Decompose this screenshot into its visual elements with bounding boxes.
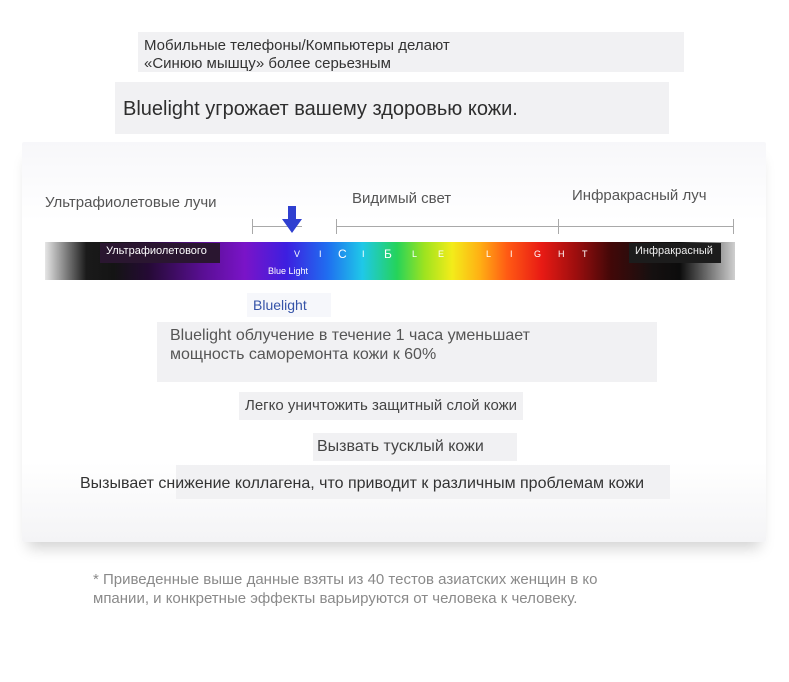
headline-line-1: Мобильные телефоны/Компьютеры делают — [144, 37, 450, 54]
ruler-ir — [558, 226, 733, 227]
visible-letter: Н — [558, 249, 565, 259]
ruler-tick — [336, 219, 337, 234]
ruler-tick — [252, 219, 253, 234]
visible-letter: L — [412, 249, 418, 259]
blue-light-inner-label: Blue Light — [268, 266, 309, 276]
visible-letter: V — [294, 249, 301, 259]
footnote-line-2: мпании, и конкретные эффекты варьируются от человека к человеку. — [93, 590, 578, 607]
effect-dull-skin: Вызвать тусклый кожи — [313, 433, 517, 461]
uv-inner-label: Ультрафиолетового — [100, 243, 220, 263]
headline-subtitle — [138, 32, 684, 72]
ir-inner-label: Инфракрасный — [629, 243, 721, 263]
visible-letter: Т — [582, 249, 588, 259]
visible-title: Видимый свет — [352, 190, 452, 207]
down-arrow-icon — [282, 206, 302, 234]
ruler-tick — [558, 219, 559, 234]
visible-letter: E — [438, 249, 445, 259]
ruler-tick — [733, 219, 734, 234]
ruler-visible — [336, 226, 558, 227]
visible-letter: I — [510, 249, 513, 259]
headline-line-2: «Синюю мышцу» более серьезным — [144, 55, 391, 72]
visible-letter: Б — [384, 247, 392, 261]
headline-main: Bluelight угрожает вашему здоровью кожи. — [115, 82, 669, 134]
effect-barrier: Легко уничтожить защитный слой кожи — [239, 392, 523, 420]
footnote — [93, 570, 713, 608]
bluelight-tag: Bluelight — [247, 293, 331, 317]
uv-title: Ультрафиолетовые лучи — [45, 194, 217, 211]
footnote-line-1: * Приведенные выше данные взяты из 40 тестов азиатских женщин в ко — [93, 571, 598, 588]
effect-paragraph — [157, 322, 657, 382]
visible-letter: С — [338, 247, 347, 261]
effect-collagen: Вызывает снижение коллагена, что приводит к различным проблемам кожи — [80, 475, 645, 492]
effect-line-2: мощность саморемонта кожи к 60% — [170, 346, 437, 363]
visible-letter: L — [486, 249, 492, 259]
visible-letter: I — [319, 249, 322, 259]
effect-line-1: Bluelight облучение в течение 1 часа уменьшает — [170, 327, 530, 344]
ir-title: Инфракрасный луч — [572, 187, 707, 204]
visible-letter: І — [362, 249, 365, 259]
visible-letter: G — [534, 249, 542, 259]
